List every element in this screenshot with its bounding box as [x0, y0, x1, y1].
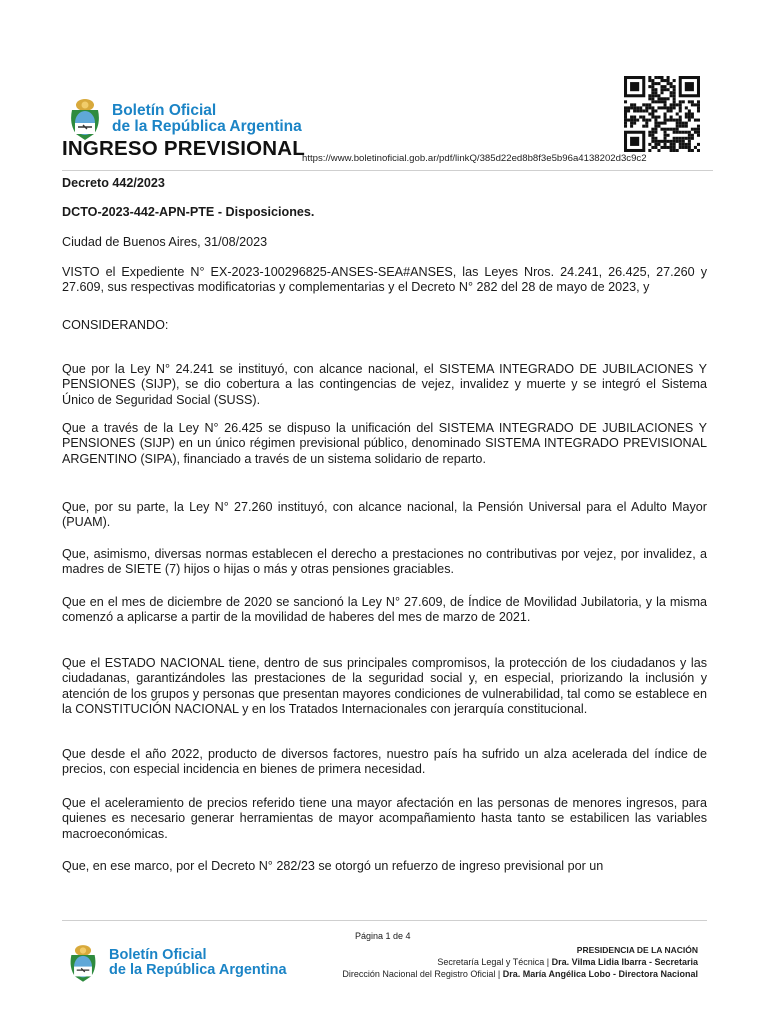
header-logo: [66, 96, 302, 142]
paragraph-5: Que en el mes de diciembre de 2020 se sancionó la Ley N° 27.609, de Índice de Movilidad Jubilatoria, y la misma comenzó a aplicarse a partir de la movilidad de haberes del mes de marzo de 2021.: [62, 595, 707, 625]
argentina-coat-of-arms-icon: [66, 96, 104, 142]
secretaria-person: Dra. Vilma Lidia Ibarra - Secretaria: [551, 957, 698, 967]
header-divider: [62, 170, 713, 171]
paragraph-4: Que, asimismo, diversas normas establecen el derecho a prestaciones no contributivas por vejez, por invalidez, a madres de SIETE (7) hijos o hijas o más y otras pensiones graciables.: [62, 547, 707, 577]
decree-number: Decreto 442/2023: [62, 176, 165, 190]
footer-direccion: [342, 969, 698, 979]
paragraph-considerando: CONSIDERANDO:: [62, 318, 169, 332]
paragraph-7: Que desde el año 2022, producto de diversos factores, nuestro país ha sufrido un alza acelerada del índice de precios, con especial incidencia en bienes de primera necesidad.: [62, 747, 707, 777]
paragraph-6: Que el ESTADO NACIONAL tiene, dentro de sus principales compromisos, la protección de los ciudadanos y las ciudadanas, garantizándoles las prestaciones de la seguridad social y, en especial, priorizando la inclusión y atención de los grupos y personas que presentan mayores condiciones de vulnerabilidad, tal como se establece en la CONSTITUCIÓN NACIONAL y en los Tratados Internacionales con jerarquía constitucional.: [62, 656, 707, 716]
document-url[interactable]: https://www.boletinoficial.gob.ar/pdf/linkQ/385d22ed8b8f3e5b96a4138202d3c9c2: [302, 153, 647, 164]
paragraph-visto: VISTO el Expediente N° EX-2023-100296825-ANSES-SEA#ANSES, las Leyes Nros. 24.241, 26.425, 27.260 y 27.609, sus respectivas modificatorias y complementarias y el Decreto N° 282 del 28 de mayo de 2023, y: [62, 265, 707, 295]
page-title: INGRESO PREVISIONAL: [62, 137, 306, 160]
argentina-coat-of-arms-icon: [66, 942, 100, 984]
footer-divider: [62, 920, 707, 921]
secretaria-org: Secretaría Legal y Técnica |: [437, 957, 552, 967]
place-date: Ciudad de Buenos Aires, 31/08/2023: [62, 235, 268, 249]
direccion-org: Dirección Nacional del Registro Oficial |: [342, 969, 503, 979]
footer-logo-line1: Boletín Oficial: [109, 946, 207, 963]
paragraph-1: Que por la Ley N° 24.241 se instituyó, con alcance nacional, el SISTEMA INTEGRADO DE JUBILACIONES Y PENSIONES (SIJP), se dio cobertura a las contingencias de vejez, invalidez y muerte y se integró el Sistema Único de Seguridad Social (SUSS).: [62, 362, 707, 407]
direccion-person: Dra. María Angélica Lobo - Directora Nacional: [502, 969, 698, 979]
decree-code: DCTO-2023-442-APN-PTE - Disposiciones.: [62, 205, 315, 219]
qr-code-icon: [624, 76, 700, 152]
presidency-label: PRESIDENCIA DE LA NACIÓN: [576, 945, 698, 955]
logo-title-line1: Boletín Oficial: [112, 101, 217, 119]
logo-title-line2: de la República Argentina: [112, 118, 302, 135]
footer-logo: [66, 942, 287, 984]
paragraph-3: Que, por su parte, la Ley N° 27.260 instituyó, con alcance nacional, la Pensión Universal para el Adulto Mayor (PUAM).: [62, 500, 707, 530]
footer-secretaria: [437, 957, 698, 967]
paragraph-8: Que el aceleramiento de precios referido tiene una mayor afectación en las personas de menores ingresos, para quienes es necesario generar herramientas de mayor acompañamiento hasta tanto se estabilicen las variables macroeconómicas.: [62, 796, 707, 841]
paragraph-2: Que a través de la Ley N° 26.425 se dispuso la unificación del SISTEMA INTEGRADO DE JUBILACIONES Y PENSIONES (SIJP) en un único régimen previsional público, denominado SISTEMA INTEGRADO PREVISIONAL ARGENTINO (SIPA), financiado a través de un sistema solidario de reparto.: [62, 421, 707, 466]
paragraph-9: Que, en ese marco, por el Decreto N° 282/23 se otorgó un refuerzo de ingreso previsional por un: [62, 859, 604, 873]
page-number: Página 1 de 4: [355, 931, 411, 941]
footer-logo-line2: de la República Argentina: [109, 962, 287, 978]
